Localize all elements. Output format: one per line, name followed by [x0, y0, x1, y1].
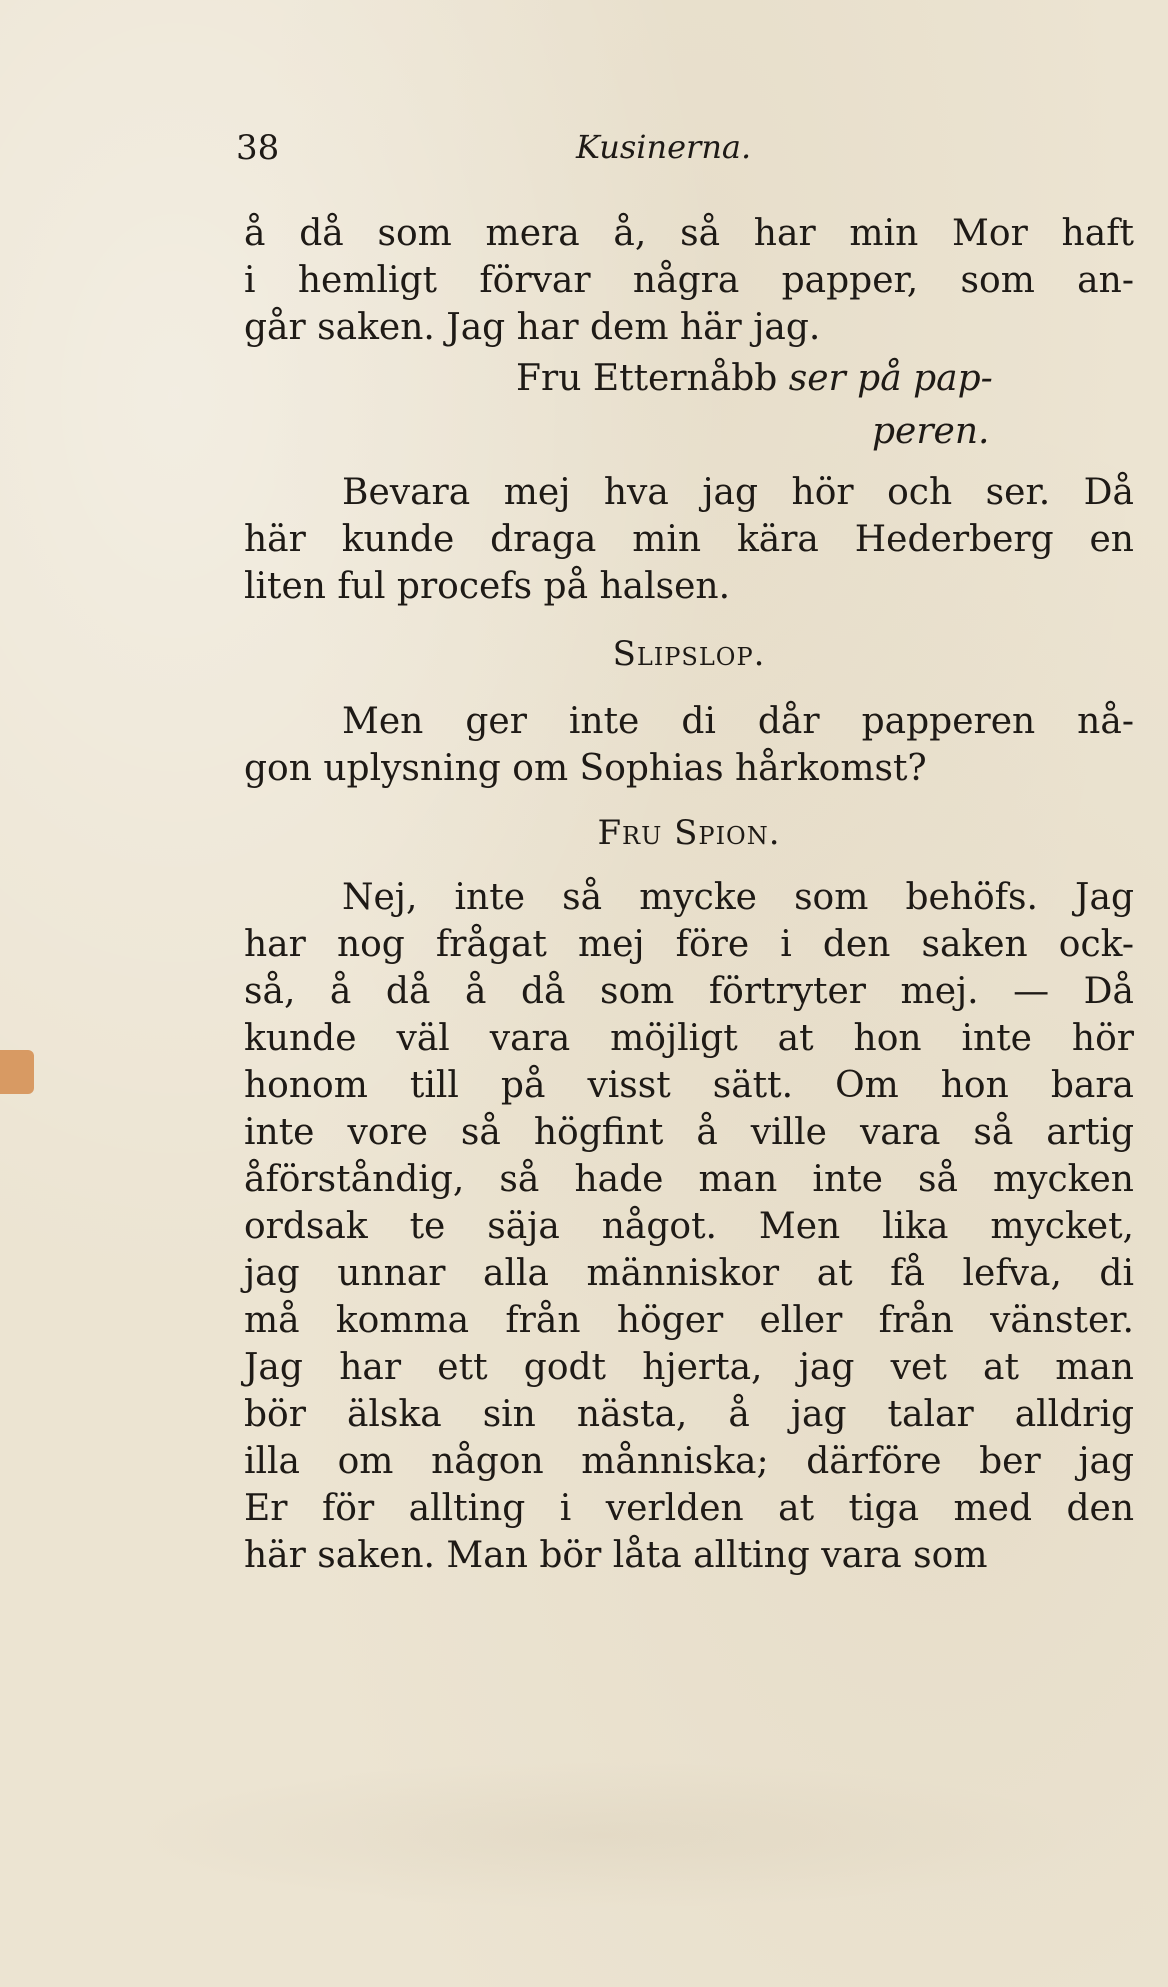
paragraph-4 — [244, 874, 1134, 921]
page-number: 38 — [236, 128, 280, 168]
text-line: bör älska sin nästa, å jag talar alldrig — [244, 1394, 1134, 1435]
text-line: ordsak te säja något. Men lika mycket, — [244, 1206, 1134, 1247]
text-line: så, å då å då som förtryter mej. — Då — [244, 971, 1134, 1012]
paragraph-1 — [244, 210, 1134, 351]
running-head: Kusinerna. — [576, 128, 752, 166]
text-line: i hemligt förvar några papper, som an- — [244, 260, 1134, 301]
text-line: å då som mera å, så har min Mor haft — [244, 213, 1134, 254]
text-line: kunde väl vara möjligt at hon inte hör — [244, 1018, 1134, 1059]
paper-stain — [110, 1760, 1090, 1910]
page-text — [244, 210, 1134, 1579]
stage-direction — [244, 351, 1134, 407]
text-line: åförståndig, så hade man inte så mycken — [244, 1159, 1134, 1200]
paragraph-4-cont — [244, 921, 1134, 1579]
text-line: liten ful procefs på halsen. — [244, 566, 731, 607]
speaker-heading: Slipslop. — [612, 634, 766, 674]
paragraph-3-cont — [244, 745, 1134, 792]
paragraph-3 — [244, 698, 1134, 745]
text-line: här kunde draga min kära Hederberg en — [244, 519, 1134, 560]
stage-direction-continuation — [244, 407, 1134, 457]
paragraph-2-cont — [244, 516, 1134, 610]
text-line: honom till på visst sätt. Om hon bara — [244, 1065, 1134, 1106]
text-line: gon uplysning om Sophias hårkomst? — [244, 748, 927, 789]
text-line: har nog frågat mej före i den saken ock- — [244, 924, 1134, 965]
text-line: Nej, inte så mycke som behöfs. Jag — [342, 877, 1134, 918]
text-line: illa om någon månniska; därföre ber jag — [244, 1441, 1134, 1482]
stage-speaker: Fru Etternåbb — [516, 358, 778, 399]
page-edge-mark — [0, 1050, 34, 1094]
text-line: må komma från höger eller från vänster. — [244, 1300, 1134, 1341]
text-line: Men ger inte di dår papperen nå- — [342, 701, 1134, 742]
text-line: jag unnar alla människor at få lefva, di — [244, 1253, 1134, 1294]
speaker-heading: Fru Spion. — [597, 813, 781, 853]
stage-action-end: peren. — [872, 411, 990, 452]
page-header — [236, 128, 996, 188]
text-line: Er för allting i verlden at tiga med den — [244, 1488, 1134, 1529]
text-line: här saken. Man bör låta allting vara som — [244, 1535, 988, 1576]
text-line: Bevara mej hva jag hör och ser. Då — [342, 472, 1134, 513]
text-line: inte vore så högfint å ville vara så artig — [244, 1112, 1134, 1153]
text-line: Jag har ett godt hjerta, jag vet at man — [244, 1347, 1134, 1388]
text-line: går saken. Jag har dem här jag. — [244, 307, 821, 348]
stage-action: ser på pap- — [788, 358, 993, 399]
paragraph-2 — [244, 469, 1134, 516]
